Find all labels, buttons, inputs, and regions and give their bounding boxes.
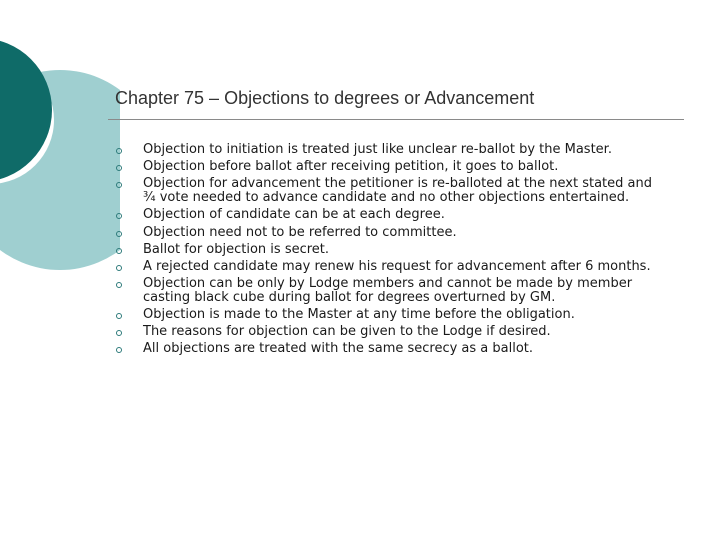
bullet-text: Ballot for objection is secret. — [143, 241, 330, 257]
circle-bullet-icon — [116, 148, 122, 154]
circle-bullet-icon — [116, 182, 122, 188]
bullet-text: Objection can be only by Lodge members and cannot be made by member casting black cube during ballot for degrees overturned by GM. — [143, 275, 633, 306]
title-divider — [108, 119, 684, 120]
list-item — [116, 226, 664, 240]
circle-bullet-icon — [116, 347, 122, 353]
list-item — [116, 325, 664, 339]
bullet-text: The reasons for objection can be given to the Lodge if desired. — [143, 324, 551, 340]
circle-bullet-icon — [116, 248, 122, 254]
list-item — [116, 308, 664, 322]
bullet-text: Objection need not to be referred to committee. — [143, 224, 457, 240]
bullet-list — [116, 143, 664, 359]
bullet-text: Objection for advancement the petitioner is re-balloted at the next stated and ¾ vote needed to advance candidate and no other objections entertained. — [143, 176, 652, 206]
list-item — [116, 260, 664, 274]
circle-bullet-icon — [116, 265, 122, 271]
list-item — [116, 177, 664, 205]
bullet-text: Objection to initiation is treated just like unclear re-ballot by the Master. — [143, 142, 612, 157]
list-item — [116, 277, 664, 305]
list-item — [116, 208, 664, 222]
bullet-text: Objection before ballot after receiving petition, it goes to ballot. — [143, 159, 559, 175]
circle-bullet-icon — [116, 282, 122, 288]
list-item — [116, 143, 664, 157]
bullet-text: Objection of candidate can be at each degree. — [143, 207, 445, 223]
circle-bullet-icon — [116, 213, 122, 219]
list-item — [116, 243, 664, 257]
slide-decoration — [0, 0, 120, 300]
list-item — [116, 342, 664, 356]
list-item — [116, 160, 664, 174]
bullet-text: A rejected candidate may renew his request for advancement after 6 months. — [143, 258, 651, 274]
circle-bullet-icon — [116, 231, 122, 237]
teal-circles-graphic — [0, 0, 120, 300]
bullet-text: Objection is made to the Master at any time before the obligation. — [143, 307, 575, 323]
circle-bullet-icon — [116, 165, 122, 171]
circle-bullet-icon — [116, 330, 122, 336]
bullet-text: All objections are treated with the same secrecy as a ballot. — [143, 341, 534, 357]
slide-title: Chapter 75 – Objections to degrees or Advancement — [115, 88, 535, 108]
circle-bullet-icon — [116, 313, 122, 319]
